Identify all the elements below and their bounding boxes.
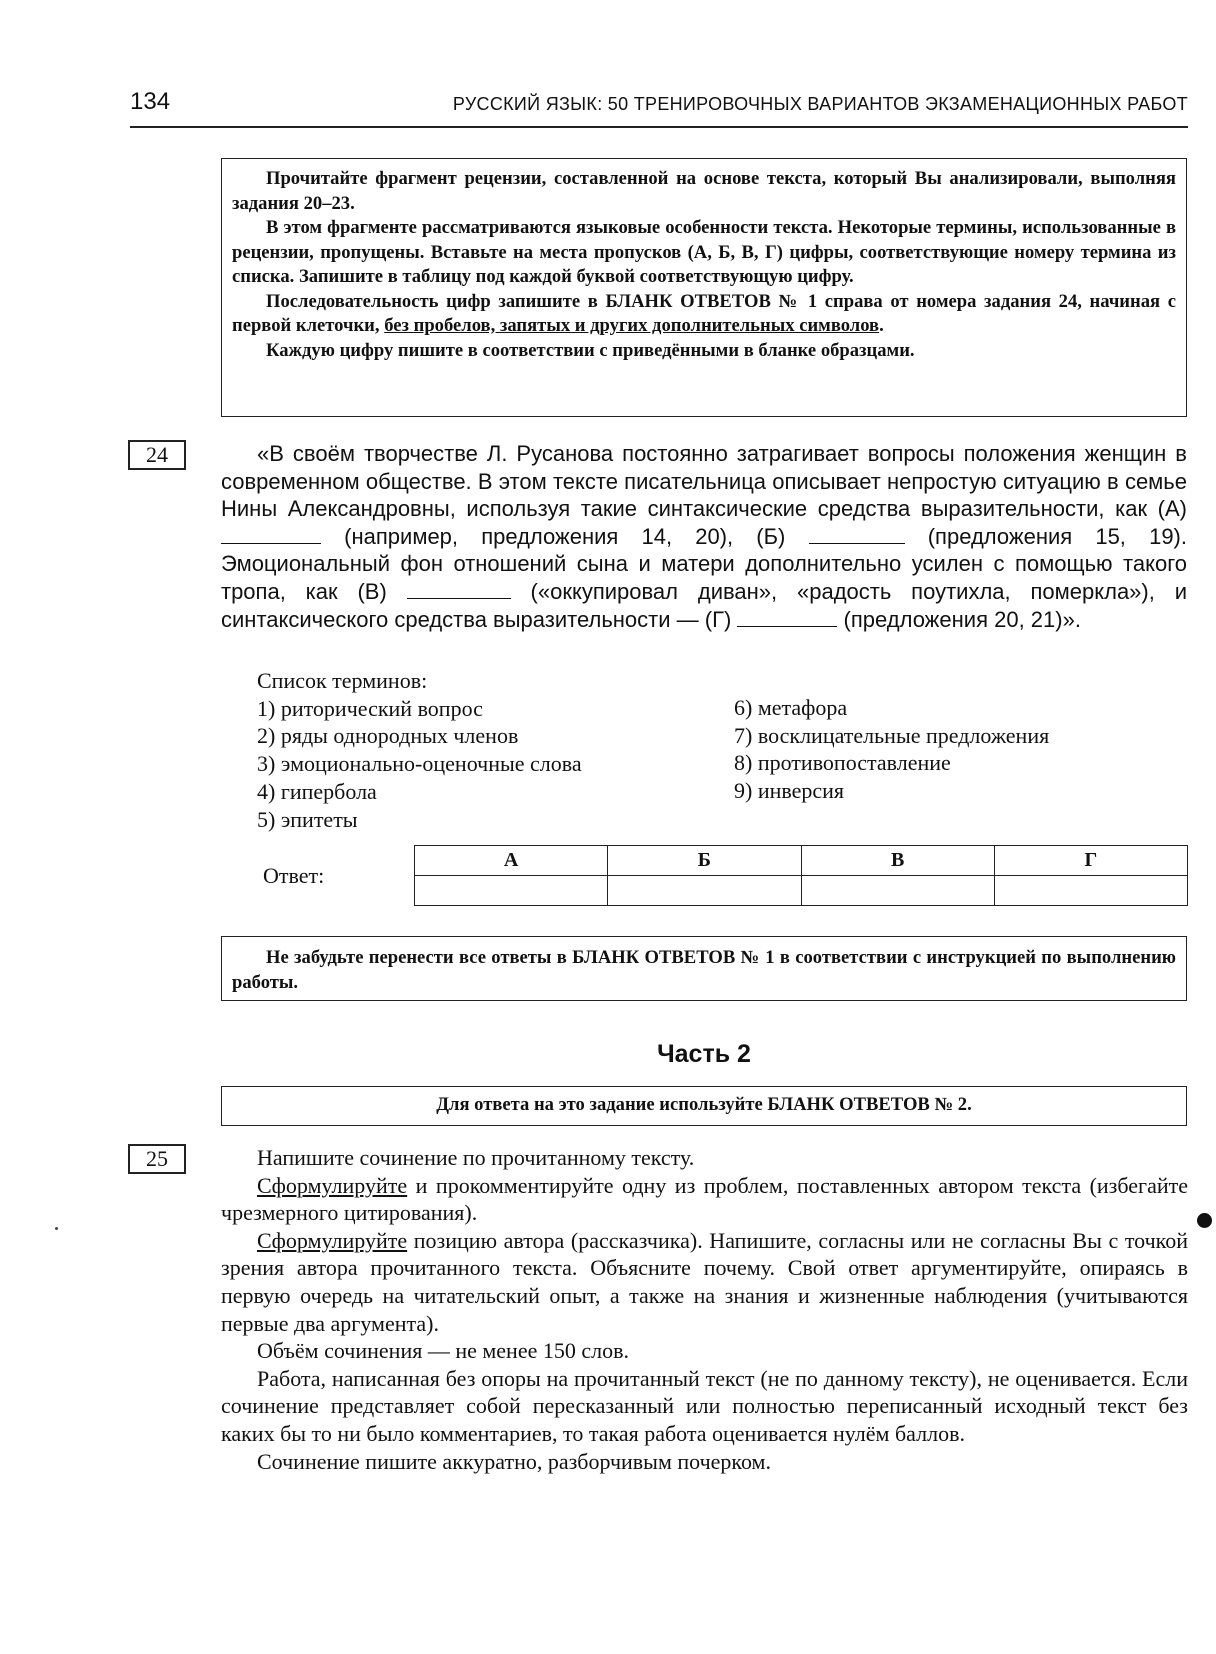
blank-a <box>221 525 321 544</box>
task-25-paragraph: Работа, написанная без опоры на прочитанный текст (не по данному тексту), не оценивается. Если сочинение представляет собой пересказанный или полностью переписанный исходный текст без каких бы то ни было комментариев, то такая работа оценивается нулём баллов. <box>221 1365 1188 1446</box>
terms-title: Список терминов: <box>257 668 428 693</box>
part-2-title: Часть 2 <box>657 1040 751 1068</box>
answer-column-b: Б <box>608 846 801 876</box>
answer-header-row <box>415 846 1188 876</box>
instruction-underlined-text: без пробелов, запятых и других дополнительных символов <box>384 315 880 336</box>
answer-table <box>414 845 1188 906</box>
underlined-verb: Сформулируйте <box>257 1227 408 1253</box>
task-25-text-part: и прокомментируйте одну из проблем, поставленных автором текста (избегайте чрезмерного цитирования). <box>221 1172 1188 1226</box>
blank-v <box>407 580 511 599</box>
task-25-text-part: позицию автора (рассказчика). Напишите, согласны или не согласны Вы с точкой зрения автора прочитанного текста. Объясните почему. Свой ответ аргументируйте, опираясь в первую очередь на читательский опыт, а также на знания и жизненные наблюдения (учитываются первые два аргумента). <box>221 1227 1188 1336</box>
task-24-text <box>221 440 1187 633</box>
instruction-text: Последовательность цифр запишите в БЛАНК ОТВЕТОВ № 1 справа от номера задания 24, начиная с первой клеточки, <box>232 290 1176 336</box>
review-fragment <box>221 440 1187 633</box>
task-25-paragraph: Напишите сочинение по прочитанному тексту. <box>257 1145 695 1170</box>
running-title: РУССКИЙ ЯЗЫК: 50 ТРЕНИРОВОЧНЫХ ВАРИАНТОВ ЭКЗАМЕНАЦИОННЫХ РАБОТ <box>452 94 1188 114</box>
terms-list-right <box>734 694 1049 805</box>
review-text: (предложения 20, 21)». <box>837 606 1081 632</box>
review-text: «В своём творчестве Л. Русанова постоянно затрагивает вопросы положения женщин в современном обществе. В этом тексте писательница описывает непростую ситуацию в семье Нины Александровны, используя такие синтаксические средства выразительности, как (А) <box>221 441 1187 522</box>
margin-dot <box>1197 1213 1212 1228</box>
term-item: 1) риторический вопрос <box>257 695 483 721</box>
instruction-box <box>221 158 1187 417</box>
blank-g <box>737 608 837 627</box>
task-number-24: 24 <box>128 440 186 470</box>
term-item: 6) метафора <box>734 695 848 720</box>
term-item: 9) инверсия <box>734 778 845 804</box>
page-header <box>130 86 1188 128</box>
underlined-verb: Сформулируйте <box>257 1172 408 1198</box>
reminder-box <box>221 936 1187 1001</box>
terms-list-left <box>257 667 582 833</box>
task-25-paragraph: Сочинение пишите аккуратно, разборчивым почерком. <box>257 1448 771 1474</box>
answer-column-a: А <box>415 846 608 876</box>
reminder-text: Не забудьте перенести все ответы в БЛАНК ОТВЕТОВ № 1 в соответствии с инструкцией по выполнению работы. <box>232 947 1176 993</box>
answer-input-row <box>415 876 1188 906</box>
task-number-25: 25 <box>128 1144 186 1174</box>
task-25-text <box>221 1144 1188 1475</box>
review-text: (например, предложения 14, 20), (Б) <box>321 523 809 549</box>
answer-cell-a[interactable] <box>415 876 608 906</box>
term-item: 2) ряды однородных членов <box>257 723 519 749</box>
task-25-paragraph <box>221 1227 1188 1337</box>
term-item: 4) гипербола <box>257 778 377 804</box>
answer-form-note: Для ответа на это задание используйте БЛАНК ОТВЕТОВ № 2. <box>221 1086 1187 1126</box>
answer-cell-b[interactable] <box>608 876 801 906</box>
answer-label: Ответ: <box>263 863 325 888</box>
answer-cell-g[interactable] <box>994 876 1187 906</box>
instruction-paragraph: Прочитайте фрагмент рецензии, составленной на основе текста, который Вы анализировали, выполняя задания 20–23. <box>232 168 1176 214</box>
page-number: 134 <box>130 88 171 115</box>
task-25-paragraph: Объём сочинения — не менее 150 слов. <box>257 1338 629 1364</box>
instruction-paragraph: Каждую цифру пишите в соответствии с приведёнными в бланке образцами. <box>266 339 915 361</box>
review-text: (предложения 15, 19). Эмоциональный фон отношений сына и матери дополнительно усилен с помощью такого тропа, как (В) <box>221 523 1187 604</box>
term-item: 7) восклицательные предложения <box>734 722 1050 748</box>
answer-column-g: Г <box>994 846 1187 876</box>
blank-b <box>809 525 905 544</box>
instruction-text: . <box>879 315 884 336</box>
instruction-paragraph: В этом фрагменте рассматриваются языковые особенности текста. Некоторые термины, использованные в рецензии, пропущены. Вставьте на места пропусков (А, Б, В, Г) цифры, соответствующие номеру термина из списка. Запишите в таблицу под каждой буквой соответствующую цифру. <box>232 217 1176 287</box>
term-item: 5) эпитеты <box>257 806 358 832</box>
task-25-paragraph <box>221 1172 1188 1227</box>
instruction-paragraph <box>232 290 1176 339</box>
answer-cell-v[interactable] <box>801 876 994 906</box>
term-item: 8) противопоставление <box>734 750 951 776</box>
answer-column-v: В <box>801 846 994 876</box>
scan-speck <box>55 1227 58 1230</box>
term-item: 3) эмоционально-оценочные слова <box>257 751 582 777</box>
review-text: («оккупировал диван», «радость поутихла, померкла»), и синтаксического средства выразительности — (Г) <box>221 578 1187 632</box>
